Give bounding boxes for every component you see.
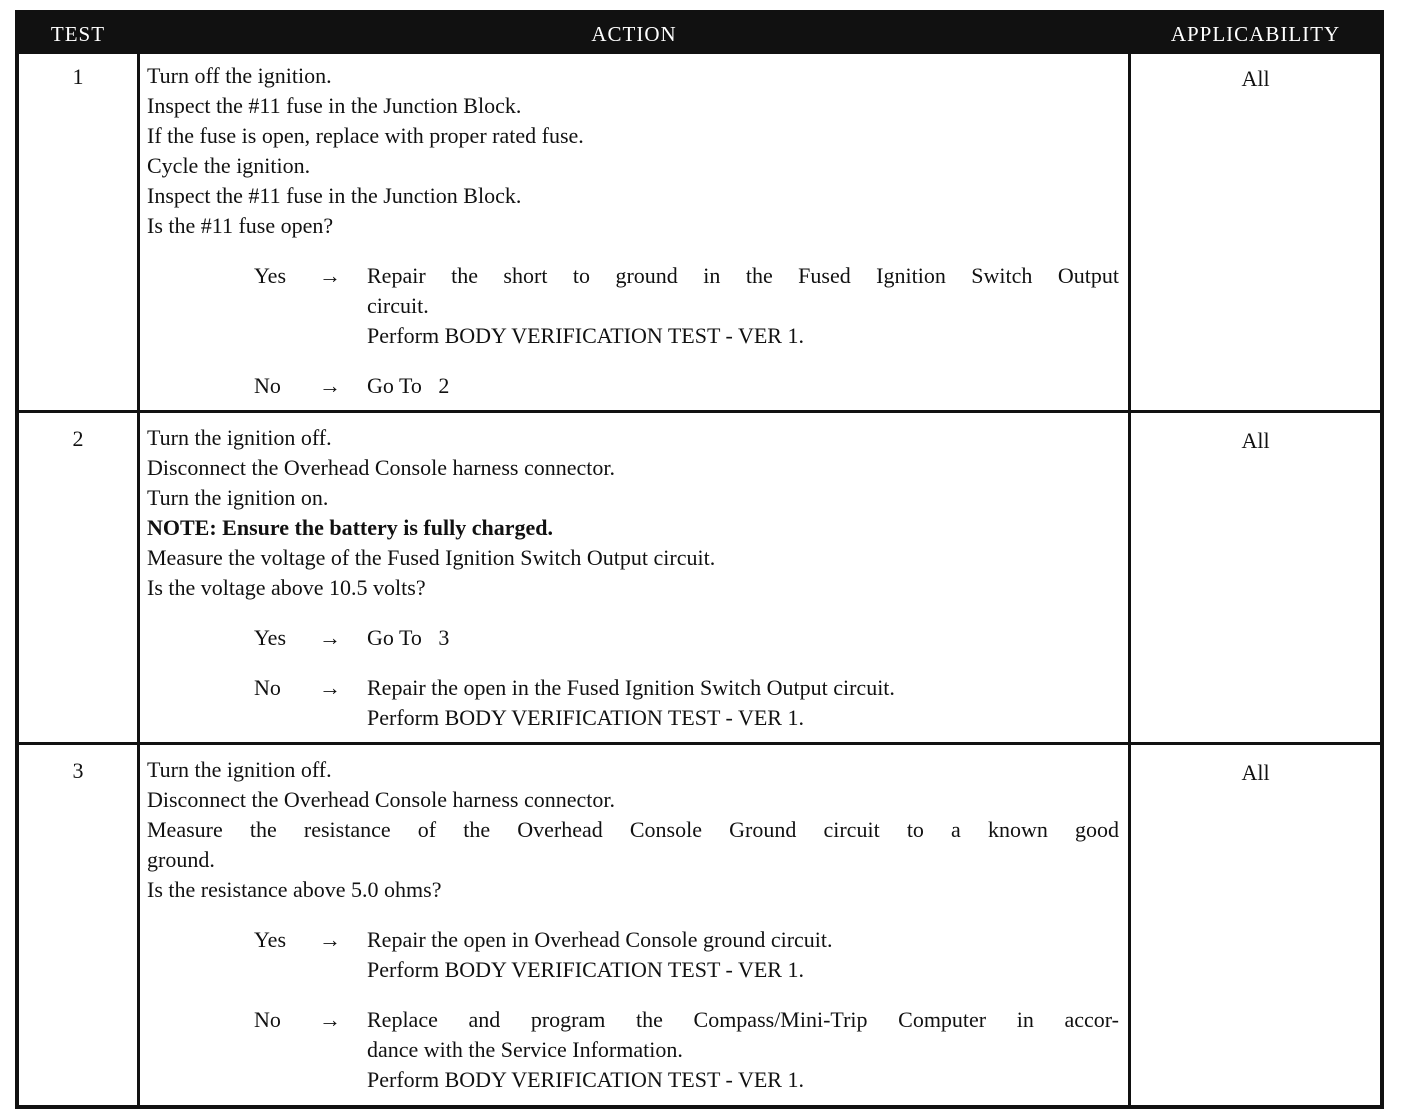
no-label: No (254, 675, 281, 700)
yes-label: Yes (254, 927, 287, 952)
header-test: TEST (50, 22, 106, 46)
arrow-right-icon: → (319, 373, 341, 398)
yes-answer (147, 925, 1119, 985)
step-line: If the fuse is open, replace with proper rated fuse. (147, 123, 584, 148)
arrow-right-icon: → (319, 263, 341, 288)
test-applicability: All (1241, 760, 1270, 785)
result-line: Perform BODY VERIFICATION TEST - VER 1. (367, 705, 804, 730)
result-line: circuit. (367, 293, 429, 318)
yes-answer (147, 261, 1119, 351)
test-applicability: All (1241, 428, 1270, 453)
result-line: Go To 3 (367, 625, 450, 650)
result-line: Repair the open in Overhead Console ground circuit. (367, 927, 833, 952)
step-line: ground. (147, 847, 215, 872)
test-number: 2 (72, 426, 84, 451)
yes-label: Yes (254, 625, 287, 650)
row-divider (19, 410, 1380, 413)
step-line: Measure the voltage of the Fused Ignition Switch Output circuit. (147, 545, 716, 570)
yes-label: Yes (254, 263, 287, 288)
step-line: Inspect the #11 fuse in the Junction Block. (147, 183, 522, 208)
no-answer (147, 1005, 1119, 1095)
test-applicability: All (1241, 66, 1270, 91)
arrow-right-icon: → (319, 927, 341, 952)
yes-answer (147, 623, 1119, 653)
result-line: Perform BODY VERIFICATION TEST - VER 1. (367, 957, 804, 982)
header-applicability: APPLICABILITY (1170, 22, 1341, 46)
row-divider (19, 742, 1380, 745)
result-line: dance with the Service Information. (367, 1037, 683, 1062)
diagnostic-table (15, 10, 1384, 1109)
column-divider (137, 14, 140, 1105)
table-header (19, 14, 1380, 54)
result-line: Perform BODY VERIFICATION TEST - VER 1. (367, 1067, 804, 1092)
header-action: ACTION (591, 22, 677, 46)
step-line: Is the #11 fuse open? (147, 213, 334, 238)
note-line: NOTE: Ensure the battery is fully charged. (147, 515, 553, 540)
no-label: No (254, 1007, 281, 1032)
step-line: Is the voltage above 10.5 volts? (147, 575, 426, 600)
result-line: Perform BODY VERIFICATION TEST - VER 1. (367, 323, 804, 348)
column-divider (1128, 14, 1131, 1105)
no-answer (147, 673, 1119, 733)
test-number: 3 (72, 758, 84, 783)
step-line: Turn the ignition off. (147, 757, 332, 782)
result-line: Replace and program the Compass/Mini-Trip Computer in accor- (367, 1007, 1119, 1032)
step-line: Cycle the ignition. (147, 153, 311, 178)
arrow-right-icon: → (319, 675, 341, 700)
test-number: 1 (72, 64, 84, 89)
arrow-right-icon: → (319, 625, 341, 650)
no-answer (147, 371, 1119, 401)
arrow-right-icon: → (319, 1007, 341, 1032)
test-action (147, 423, 1119, 733)
result-line: Repair the open in the Fused Ignition Switch Output circuit. (367, 675, 895, 700)
step-line: Disconnect the Overhead Console harness connector. (147, 787, 615, 812)
test-action (147, 755, 1119, 1095)
test-action (147, 61, 1119, 401)
result-line: Go To 2 (367, 373, 450, 398)
step-line: Measure the resistance of the Overhead Console Ground circuit to a known good (147, 817, 1119, 842)
step-line: Inspect the #11 fuse in the Junction Block. (147, 93, 522, 118)
step-line: Turn the ignition on. (147, 485, 329, 510)
result-line: Repair the short to ground in the Fused Ignition Switch Output (367, 263, 1119, 288)
no-label: No (254, 373, 281, 398)
step-line: Turn the ignition off. (147, 425, 332, 450)
step-line: Turn off the ignition. (147, 63, 332, 88)
step-line: Is the resistance above 5.0 ohms? (147, 877, 442, 902)
step-line: Disconnect the Overhead Console harness connector. (147, 455, 615, 480)
